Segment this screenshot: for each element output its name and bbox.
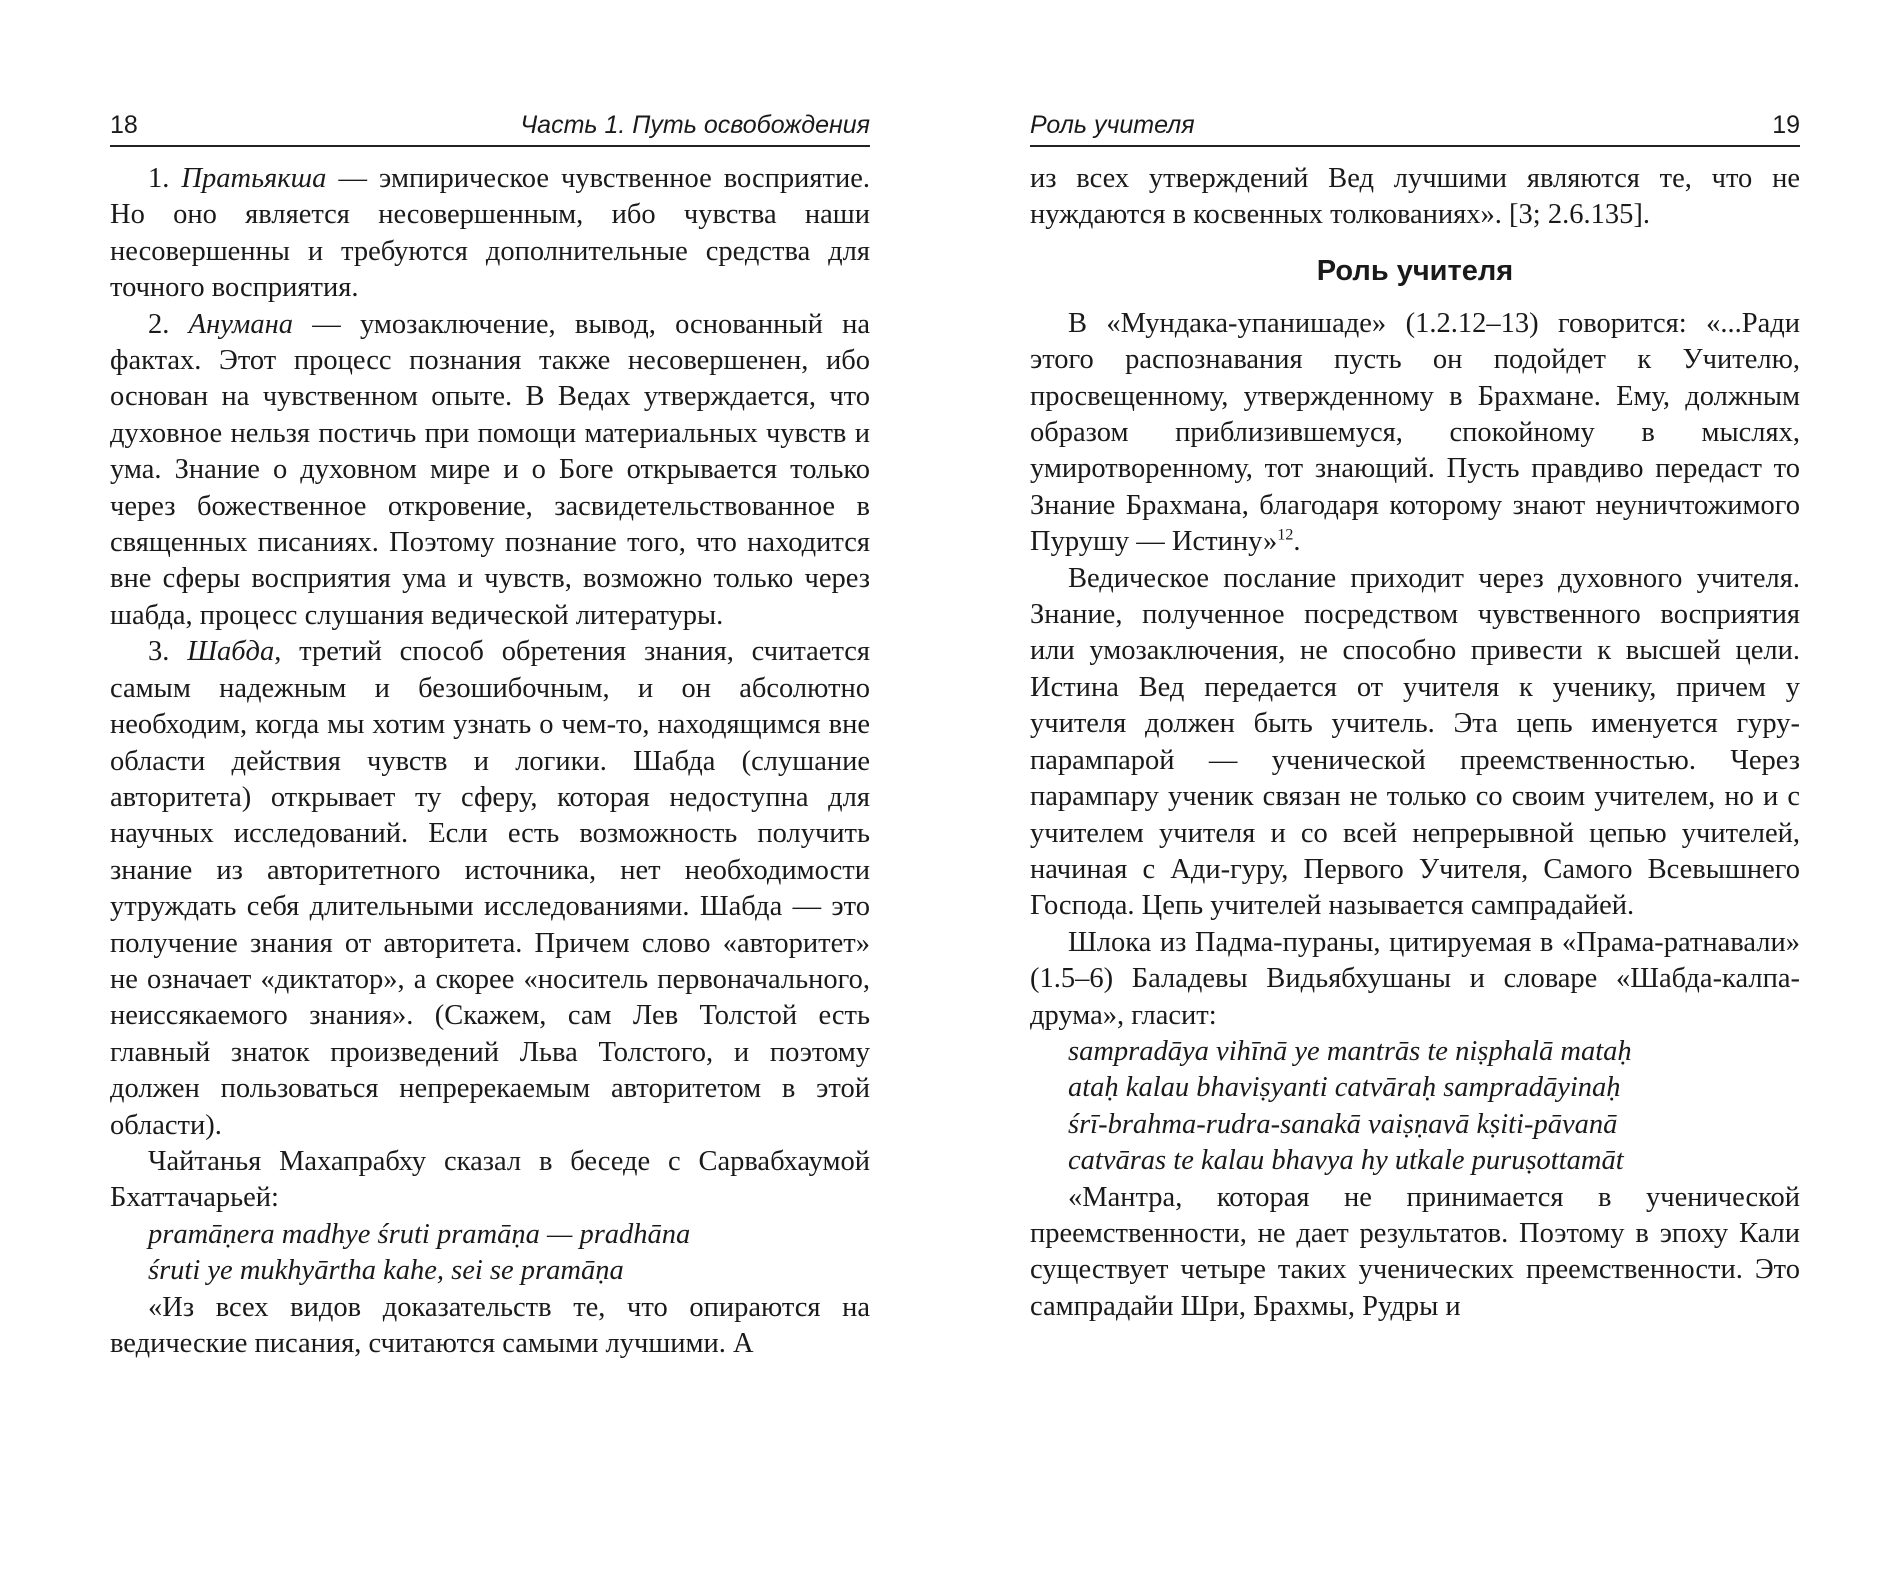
paragraph-chaitanya: Чайтанья Махапрабху сказал в беседе с Сарвабхаумой Бхаттачарьей: [110,1145,870,1214]
footnote-ref: 12 [1277,526,1294,544]
verse-line: catvāras te kalau bhavya hy utkale puruṣottamāt [1068,1145,1624,1177]
paragraph-last-left: «Из всех видов доказательств те, что опираются на ведические писания, считаются самыми лучшими. А [110,1291,870,1359]
list-item-3: 3. Шабда, третий способ обретения знания, считается самым надежным и безошибочным, и он абсолютно необходим, когда мы хотим узнать о чем-то, находящимся вне области действия чувств и логики. Шабда (слушание авторитета) открывает ту сферу, которая недоступна для научных исследований. Если есть возможность получить знание из авторитетного источника, нет необходимости утруждать себя длительными исследованиями. Шабда — это получение знания от авторитета. Причем слово «авторитет» не означает «диктатор», а скорее «носитель первоначального, неиссякаемого знания». (Скажем, сам Лев Толстой есть главный знаток произведений Льва Толстого, и поэтому должен пользоваться непререкаемым авторитетом в этой области). [110,636,871,1141]
verse-right [1030,1034,1800,1180]
term-shabda: Шабда [187,636,275,668]
paragraph-shloka: Шлока из Падма-пураны, цитируемая в «Прамa-ратнавали» (1.5–6) Баладевы Видьябхушаны и словаре «Шабда-калпа-друма», гласит: [1030,926,1800,1031]
section-heading: Роль учителя [1316,254,1514,287]
verse-line: śrī-brahma-rudra-sanakā vaiṣṇavā kṣiti-pāvanā [1068,1108,1618,1140]
paragraph-mundaka [1030,306,1800,561]
right-page-body [1030,161,1800,1325]
item-3-text: , третий способ обретения знания, считается самым надежным и безошибочным, и он абсолютно необходим, когда мы хотим узнать о чем-то, находящимся вне области действия чувств и логики. Шабда (слушание авторитета) открывает ту сферу, которая недоступна для научных исследований. Если есть возможность получить знание из авторитетного источника, нет необходимости утруждать себя длительными исследованиями. Шабда — это получение знания от авторитета. Причем слово «авторитет» не означает «диктатор», а скорее «носитель первоначального, неиссякаемого знания». (Скажем, сам Лев Толстой есть главный знаток произведений Льва Толстого, и поэтому должен пользоваться непререкаемым авторитетом в этой области). [110,636,871,1141]
left-page-body [110,161,870,1362]
term-pratyaksha: Пратьякша [181,163,327,194]
left-running-head [110,105,870,147]
right-page-number: 19 [1772,111,1800,139]
paragraph-vedic: Ведическое послание приходит через духовного учителя. Знание, полученное посредством чувственного восприятия или умозаключения, не способно привести к высшей цели. Истина Вед передается от учителя к ученику, причем у учителя должен быть учитель. Эта цепь именуется гуру-парампарой — ученической преемственностью. Через парампару ученик связан не только со своим учителем, но и с учителем учителя и со всей непрерывной цепью учителей, начиная с Ади-гуру, Первого Учителя, Самого Всевышнего Господа. Цепь учителей называется сампрадайей. [1030,562,1800,922]
verse-line: sampradāya vihīnā ye mantrās te niṣphalā mataḥ [1068,1035,1632,1067]
right-page [1030,105,1800,1325]
item-2-text: — умозаключение, вывод, основанный на фактах. Этот процесс познания также несовершенен, ибо основан на чувственном опыте. В Ведах утверждается, что духовное нельзя постичь при помощи материальных чувств и ума. Знание о духовном мире и о Боге открывается только через божественное откровение, засвидетельствованное в священных писаниях. Поэтому познание того, что находится вне сферы восприятия ума и чувств, возможно только через шабда, процесс слушания ведической литературы. [110,308,870,631]
verse-line: ataḥ kalau bhaviṣyanti catvāraḥ sampradāyinaḥ [1068,1072,1621,1104]
mundaka-text: В «Мундака-упанишаде» (1.2.12–13) говорится: «...Ради этого распознавания пусть он подойдет к Учителю, просвещенному, утвержденному в Брахмане. Ему, должным образом приблизившемуся, спокойному в мыслях, умиротворенному, тот знающий. Пусть правдиво передаст то Знание Брахмана, благодаря которому знают неуничтожимого Пурушу — Истину» [1030,307,1800,558]
left-page [110,105,870,1362]
left-page-number: 18 [110,111,138,139]
item-1-text: — эмпирическое чувственное восприятие. Но оно является несовершенным, ибо чувства наши несовершенны и требуются дополнительные средства для точного восприятия. [110,163,870,304]
verse-line: śruti ye mukhyārtha kahe, sei se pramāṇa [148,1255,624,1287]
paragraph-continuation: из всех утверждений Вед лучшими являются те, что не нуждаются в косвенных толкованиях». [3; 2.6.135]. [1030,163,1800,231]
verse-left [110,1217,870,1290]
right-running-head [1030,105,1800,147]
verse-line: pramāṇera madhye śruti pramāṇa — pradhāna [148,1218,691,1250]
term-anumana: Анумана [188,308,293,340]
mundaka-end: . [1293,526,1301,558]
paragraph-last-right: «Мантра, которая не принимается в ученической преемственности, не дает результатов. Поэтому в эпоху Кали существует четыре таких ученических преемственности. Это сампрадайи Шри, Брахмы, Рудры и [1030,1181,1800,1322]
right-running-title: Роль учителя [1030,111,1195,139]
left-running-title: Часть 1. Путь освобождения [520,111,870,139]
list-item-1: 1. Пратьякша — эмпирическое чувственное восприятие. Но оно является несовершенным, ибо чувства наши несовершенны и требуются дополнительные средства для точного восприятия. [110,163,870,304]
list-item-2: 2. Анумана — умозаключение, вывод, основанный на фактах. Этот процесс познания также несовершенен, ибо основан на чувственном опыте. В Ведах утверждается, что духовное нельзя постичь при помощи материальных чувств и ума. Знание о духовном мире и о Боге открывается только через божественное откровение, засвидетельствованное в священных писаниях. Поэтому познание того, что находится вне сферы восприятия ума и чувств, возможно только через шабда, процесс слушания ведической литературы. [110,308,870,631]
